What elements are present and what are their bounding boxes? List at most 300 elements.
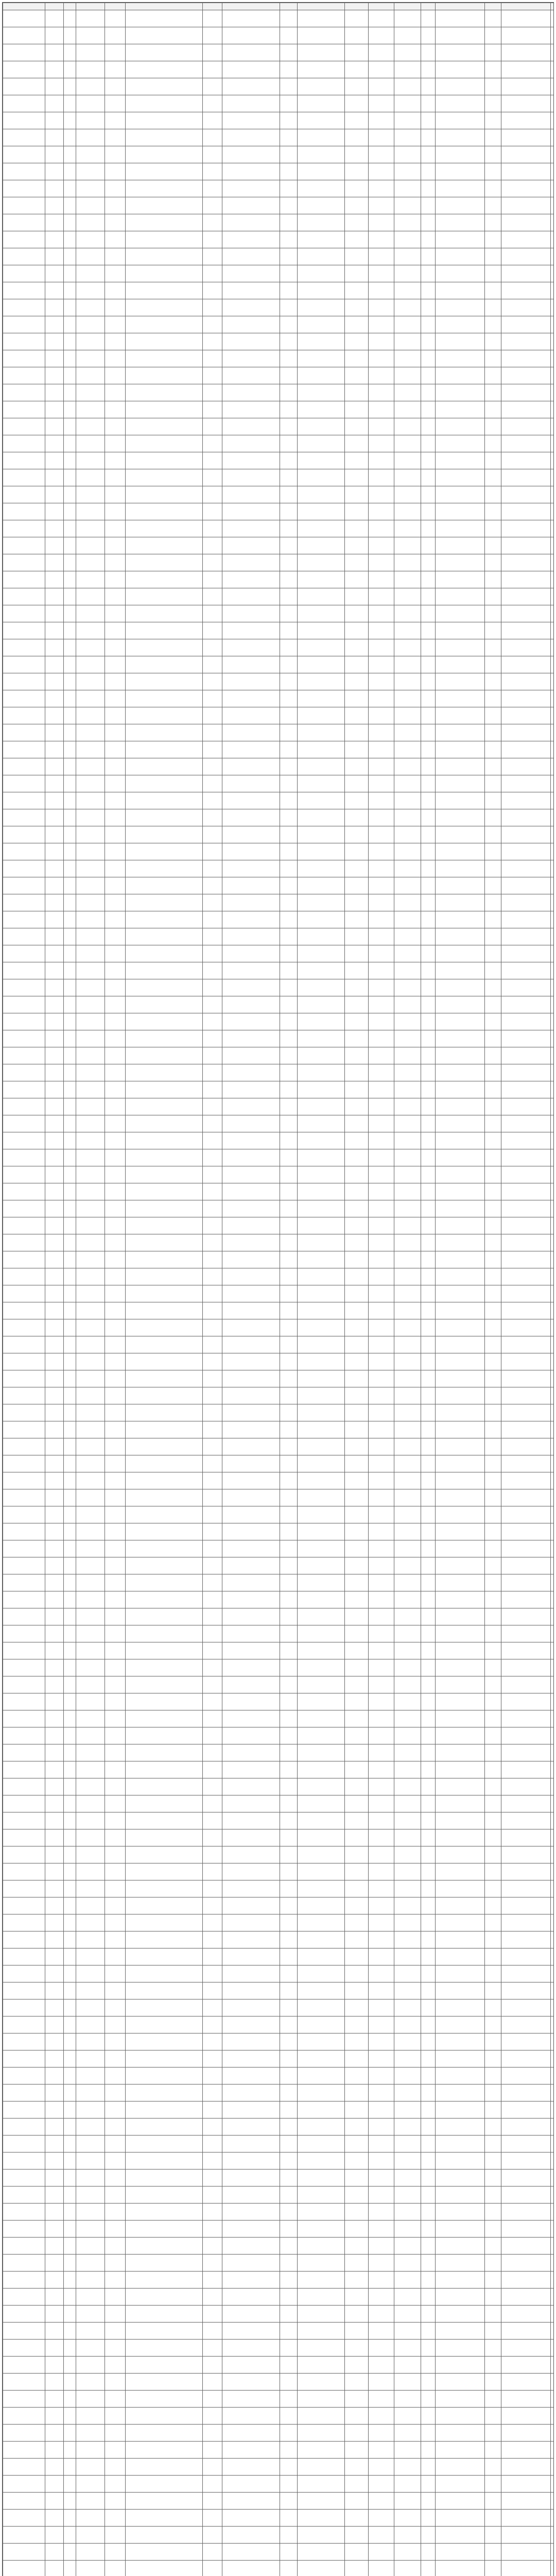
table-cell: [501, 265, 551, 282]
table-cell: [222, 2425, 280, 2442]
table-cell: [280, 282, 298, 299]
table-cell: [421, 2119, 436, 2136]
table-cell: [501, 316, 551, 333]
table-cell: [222, 1778, 280, 1795]
table-cell: [76, 2476, 105, 2493]
table-cell: [298, 2016, 345, 2033]
table-cell: [298, 928, 345, 945]
table-cell: [369, 1370, 394, 1387]
table-cell: [105, 44, 126, 61]
table-cell: [222, 2016, 280, 2033]
table-cell: [203, 333, 222, 350]
table-row: [3, 928, 554, 945]
table-cell: [76, 945, 105, 962]
table-cell: [105, 1795, 126, 1812]
table-cell: [203, 1710, 222, 1727]
table-cell: [394, 78, 421, 95]
table-cell: [222, 1404, 280, 1421]
table-cell: [222, 724, 280, 741]
table-cell: [280, 112, 298, 129]
table-cell: [421, 1370, 436, 1387]
table-cell: [485, 1642, 501, 1659]
table-cell: [298, 588, 345, 605]
table-cell: [485, 2459, 501, 2476]
table-cell: [76, 1081, 105, 1098]
table-row: [3, 1965, 554, 1982]
table-cell: [45, 2544, 64, 2561]
table-cell: [222, 2306, 280, 2323]
table-cell: [3, 1472, 45, 1489]
table-cell: [222, 1642, 280, 1659]
table-cell: [203, 2561, 222, 2576]
table-cell: [551, 1132, 554, 1149]
table-cell: [105, 1268, 126, 1285]
table-cell: [436, 282, 485, 299]
table-cell: [421, 758, 436, 775]
table-cell: [345, 248, 369, 265]
table-cell: [421, 1489, 436, 1506]
table-cell: [126, 1897, 203, 1914]
table-cell: [345, 2323, 369, 2340]
table-cell: [369, 2408, 394, 2425]
table-row: [3, 2238, 554, 2255]
table-cell: [45, 673, 64, 690]
table-cell: [64, 1931, 76, 1948]
table-cell: [76, 962, 105, 979]
table-cell: [222, 1744, 280, 1761]
table-cell: [394, 809, 421, 826]
table-cell: [345, 979, 369, 996]
table-cell: [105, 2493, 126, 2510]
table-cell: [64, 877, 76, 894]
table-cell: [421, 2204, 436, 2221]
table-cell: [222, 146, 280, 163]
table-cell: [369, 2084, 394, 2102]
table-cell: [501, 979, 551, 996]
table-cell: [3, 809, 45, 826]
table-cell: [369, 1744, 394, 1761]
table-cell: [501, 2033, 551, 2050]
table-cell: [105, 1132, 126, 1149]
table-cell: [369, 146, 394, 163]
table-cell: [64, 1404, 76, 1421]
table-cell: [3, 248, 45, 265]
table-cell: [551, 2306, 554, 2323]
table-cell: [298, 112, 345, 129]
table-cell: [126, 1200, 203, 1217]
table-cell: [436, 2221, 485, 2238]
table-cell: [501, 1557, 551, 1574]
table-cell: [126, 180, 203, 197]
table-cell: [222, 860, 280, 877]
table-cell: [3, 112, 45, 129]
table-cell: [345, 2425, 369, 2442]
table-cell: [485, 2493, 501, 2510]
table-cell: [105, 146, 126, 163]
table-cell: [105, 418, 126, 435]
table-cell: [45, 1421, 64, 1438]
table-row: [3, 1523, 554, 1540]
table-cell: [421, 1200, 436, 1217]
table-cell: [421, 1625, 436, 1642]
table-cell: [105, 1574, 126, 1591]
table-cell: [105, 1336, 126, 1353]
table-cell: [369, 367, 394, 384]
table-cell: [394, 61, 421, 78]
table-cell: [45, 707, 64, 724]
table-cell: [126, 1455, 203, 1472]
table-cell: [345, 792, 369, 809]
table-cell: [126, 163, 203, 180]
table-cell: [105, 826, 126, 843]
table-cell: [298, 1013, 345, 1030]
table-cell: [298, 1540, 345, 1557]
table-cell: [436, 826, 485, 843]
table-cell: [64, 44, 76, 61]
table-cell: [105, 1812, 126, 1829]
table-cell: [126, 1387, 203, 1404]
table-cell: [485, 452, 501, 469]
table-cell: [394, 1455, 421, 1472]
table-cell: [436, 741, 485, 758]
table-cell: [203, 571, 222, 588]
table-cell: [298, 1404, 345, 1421]
table-cell: [280, 707, 298, 724]
table-cell: [203, 129, 222, 146]
table-cell: [76, 333, 105, 350]
table-cell: [501, 996, 551, 1013]
table-cell: [126, 2374, 203, 2391]
table-row: [3, 1608, 554, 1625]
table-cell: [222, 945, 280, 962]
table-cell: [421, 1183, 436, 1200]
table-cell: [3, 2459, 45, 2476]
table-cell: [126, 1812, 203, 1829]
table-cell: [421, 2306, 436, 2323]
table-cell: [280, 673, 298, 690]
table-cell: [105, 809, 126, 826]
table-row: [3, 1166, 554, 1183]
table-cell: [126, 2102, 203, 2119]
table-cell: [76, 1438, 105, 1455]
table-cell: [501, 1982, 551, 1999]
table-cell: [394, 2442, 421, 2459]
table-row: [3, 860, 554, 877]
table-cell: [421, 1353, 436, 1370]
table-cell: [280, 656, 298, 673]
table-cell: [76, 1999, 105, 2016]
table-cell: [3, 1727, 45, 1744]
table-cell: [64, 401, 76, 418]
table-cell: [203, 554, 222, 571]
table-cell: [105, 350, 126, 367]
table-cell: [203, 1625, 222, 1642]
table-cell: [551, 911, 554, 928]
table-cell: [298, 163, 345, 180]
table-cell: [126, 826, 203, 843]
table-cell: [394, 724, 421, 741]
table-cell: [421, 809, 436, 826]
table-cell: [280, 1098, 298, 1115]
table-row: [3, 962, 554, 979]
table-cell: [485, 2153, 501, 2170]
table-cell: [485, 2408, 501, 2425]
table-cell: [76, 469, 105, 486]
table-cell: [501, 2476, 551, 2493]
table-cell: [45, 2033, 64, 2050]
table-cell: [345, 707, 369, 724]
table-cell: [345, 1829, 369, 1846]
table-cell: [394, 333, 421, 350]
table-cell: [203, 928, 222, 945]
table-cell: [551, 1200, 554, 1217]
table-cell: [126, 1149, 203, 1166]
table-cell: [105, 843, 126, 860]
table-cell: [394, 690, 421, 707]
table-cell: [485, 945, 501, 962]
table-row: [3, 1710, 554, 1727]
table-row: [3, 1863, 554, 1880]
table-cell: [369, 486, 394, 503]
table-cell: [64, 197, 76, 214]
table-cell: [3, 1846, 45, 1863]
table-cell: [76, 503, 105, 520]
table-row: [3, 1404, 554, 1421]
table-cell: [298, 571, 345, 588]
table-cell: [485, 2238, 501, 2255]
table-cell: [203, 588, 222, 605]
table-cell: [421, 1132, 436, 1149]
table-cell: [222, 1846, 280, 1863]
column-header: [76, 3, 105, 10]
table-cell: [222, 316, 280, 333]
table-cell: [421, 214, 436, 231]
table-cell: [421, 2510, 436, 2527]
table-cell: [222, 1268, 280, 1285]
table-cell: [551, 2544, 554, 2561]
table-cell: [280, 2136, 298, 2153]
table-cell: [485, 1336, 501, 1353]
table-cell: [345, 1132, 369, 1149]
table-cell: [45, 1472, 64, 1489]
table-cell: [501, 656, 551, 673]
table-cell: [222, 826, 280, 843]
table-cell: [3, 2340, 45, 2357]
table-cell: [345, 61, 369, 78]
table-cell: [76, 1591, 105, 1608]
table-cell: [551, 435, 554, 452]
table-cell: [45, 2187, 64, 2204]
table-cell: [345, 1591, 369, 1608]
table-row: [3, 520, 554, 537]
table-cell: [551, 180, 554, 197]
table-cell: [485, 1948, 501, 1965]
table-cell: [203, 792, 222, 809]
table-cell: [222, 2459, 280, 2476]
table-cell: [126, 996, 203, 1013]
table-cell: [551, 1285, 554, 1302]
table-cell: [421, 2544, 436, 2561]
table-cell: [280, 248, 298, 265]
table-cell: [345, 180, 369, 197]
table-row: [3, 1829, 554, 1846]
table-cell: [76, 1965, 105, 1982]
table-cell: [105, 316, 126, 333]
table-cell: [421, 1064, 436, 1081]
table-cell: [436, 27, 485, 44]
table-cell: [280, 1370, 298, 1387]
table-cell: [369, 537, 394, 554]
table-row: [3, 367, 554, 384]
table-cell: [64, 2136, 76, 2153]
table-cell: [280, 1132, 298, 1149]
table-cell: [105, 1897, 126, 1914]
table-cell: [203, 2289, 222, 2306]
table-cell: [105, 996, 126, 1013]
table-cell: [76, 61, 105, 78]
table-cell: [76, 2221, 105, 2238]
table-cell: [126, 1540, 203, 1557]
table-cell: [345, 1557, 369, 1574]
table-cell: [76, 112, 105, 129]
table-row: [3, 2102, 554, 2119]
table-cell: [369, 996, 394, 1013]
table-cell: [485, 1727, 501, 1744]
table-cell: [222, 1863, 280, 1880]
table-cell: [76, 384, 105, 401]
table-cell: [551, 1404, 554, 1421]
column-header: [45, 3, 64, 10]
table-cell: [501, 1999, 551, 2016]
table-cell: [105, 962, 126, 979]
table-cell: [3, 1863, 45, 1880]
table-cell: [3, 282, 45, 299]
table-cell: [76, 1761, 105, 1778]
table-cell: [76, 1302, 105, 1319]
table-cell: [222, 1591, 280, 1608]
table-cell: [45, 2357, 64, 2374]
table-cell: [436, 44, 485, 61]
table-cell: [436, 1081, 485, 1098]
table-cell: [345, 2442, 369, 2459]
table-cell: [45, 1744, 64, 1761]
table-cell: [203, 78, 222, 95]
table-row: [3, 78, 554, 95]
table-cell: [345, 860, 369, 877]
table-cell: [436, 2493, 485, 2510]
table-cell: [280, 1846, 298, 1863]
table-cell: [436, 1353, 485, 1370]
table-cell: [105, 78, 126, 95]
table-cell: [501, 1251, 551, 1268]
table-cell: [126, 1625, 203, 1642]
table-cell: [369, 1829, 394, 1846]
table-cell: [76, 2510, 105, 2527]
table-cell: [551, 2408, 554, 2425]
table-row: [3, 2050, 554, 2067]
table-cell: [421, 656, 436, 673]
table-cell: [501, 2306, 551, 2323]
table-cell: [421, 2102, 436, 2119]
table-cell: [421, 741, 436, 758]
table-cell: [222, 911, 280, 928]
table-cell: [45, 2306, 64, 2323]
table-cell: [369, 2459, 394, 2476]
table-cell: [45, 554, 64, 571]
table-cell: [551, 1982, 554, 1999]
table-cell: [203, 1064, 222, 1081]
table-cell: [222, 248, 280, 265]
table-cell: [64, 231, 76, 248]
table-cell: [394, 1829, 421, 1846]
table-cell: [551, 537, 554, 554]
table-cell: [551, 2459, 554, 2476]
table-cell: [551, 1098, 554, 1115]
table-cell: [345, 1506, 369, 1523]
table-cell: [64, 962, 76, 979]
table-cell: [126, 2459, 203, 2476]
table-cell: [436, 2357, 485, 2374]
table-cell: [222, 2050, 280, 2067]
table-cell: [436, 1982, 485, 1999]
table-cell: [222, 2289, 280, 2306]
table-cell: [436, 1268, 485, 1285]
table-cell: [280, 1200, 298, 1217]
table-cell: [345, 2187, 369, 2204]
table-cell: [436, 2561, 485, 2576]
table-cell: [105, 282, 126, 299]
table-cell: [501, 435, 551, 452]
table-cell: [76, 605, 105, 622]
table-cell: [203, 2136, 222, 2153]
table-cell: [501, 1914, 551, 1931]
table-cell: [280, 2357, 298, 2374]
table-row: [3, 639, 554, 656]
table-cell: [369, 95, 394, 112]
table-cell: [126, 469, 203, 486]
table-cell: [105, 1251, 126, 1268]
table-cell: [105, 2374, 126, 2391]
table-cell: [3, 2493, 45, 2510]
table-cell: [45, 1727, 64, 1744]
table-cell: [421, 2289, 436, 2306]
table-cell: [76, 214, 105, 231]
table-cell: [45, 1659, 64, 1676]
table-cell: [421, 775, 436, 792]
table-cell: [298, 792, 345, 809]
table-row: [3, 1387, 554, 1404]
table-cell: [345, 1370, 369, 1387]
table-cell: [501, 10, 551, 27]
table-cell: [76, 1897, 105, 1914]
table-cell: [3, 1829, 45, 1846]
table-cell: [3, 78, 45, 95]
table-cell: [394, 1472, 421, 1489]
table-cell: [105, 2187, 126, 2204]
table-cell: [203, 1285, 222, 1302]
table-cell: [126, 1336, 203, 1353]
table-cell: [3, 1081, 45, 1098]
table-row: [3, 10, 554, 27]
table-cell: [394, 435, 421, 452]
table-cell: [485, 605, 501, 622]
table-cell: [126, 571, 203, 588]
table-cell: [126, 1914, 203, 1931]
table-row: [3, 1030, 554, 1047]
table-cell: [45, 2170, 64, 2187]
table-row: [3, 452, 554, 469]
table-cell: [222, 639, 280, 656]
